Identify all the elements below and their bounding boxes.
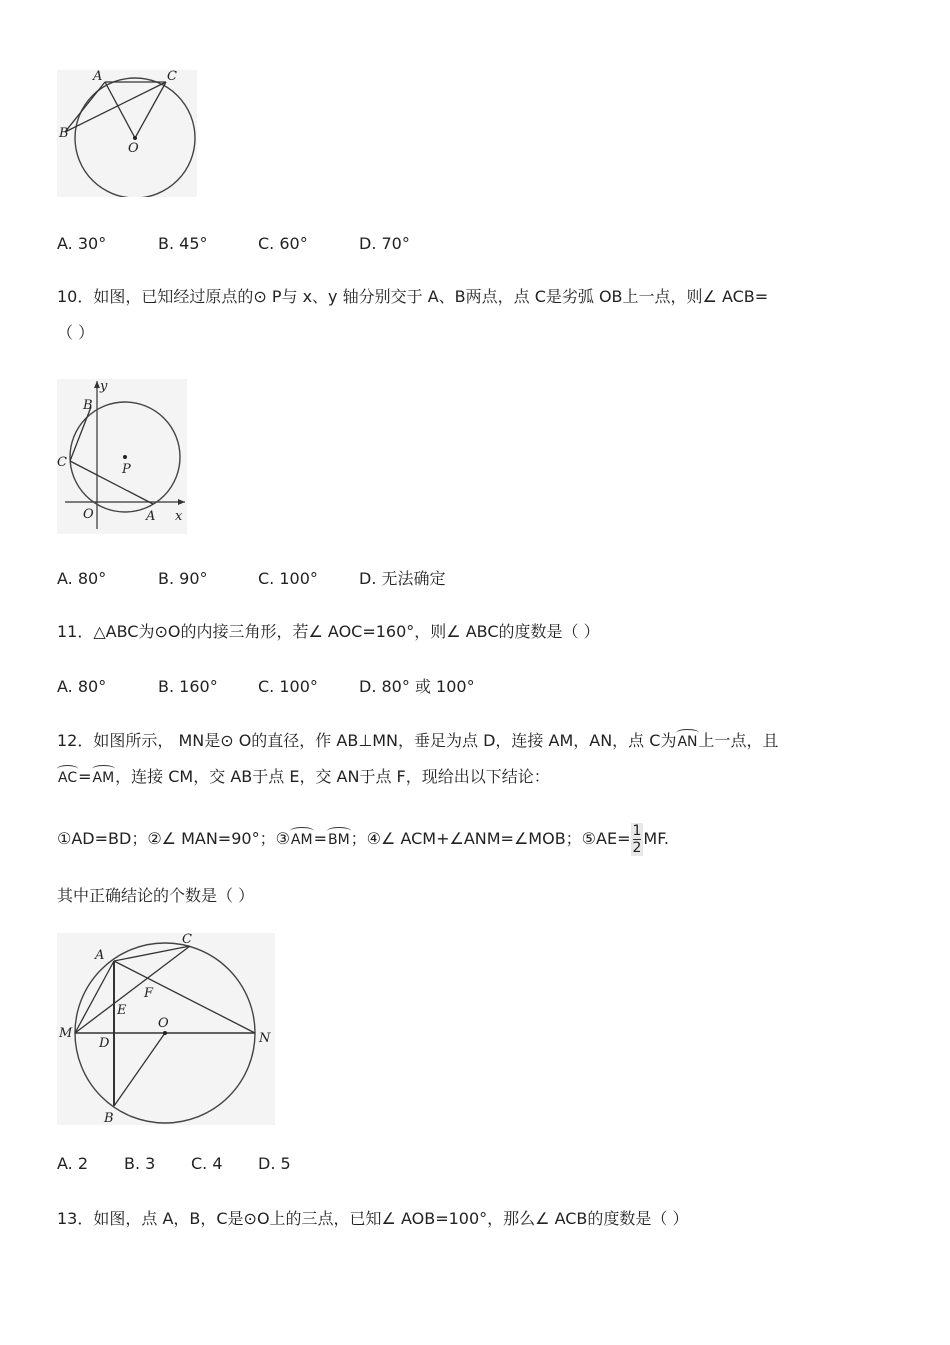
q13-stem: 13．如图，点 A，B，C是⊙O上的三点，已知∠ AOB=100°，那么∠ ACB的度数是（ ） xyxy=(57,1209,689,1228)
q12-label-f: F xyxy=(144,986,154,1001)
q10-label-o: O xyxy=(83,507,94,522)
q12-line2-text: ，连接 CM，交 AB于点 E，交 AN于点 F，现给出以下结论： xyxy=(115,767,550,786)
q10-stem-line1: 10．如图，已知经过原点的⊙ P与 x、y 轴分别交于 A、B两点，点 C是劣弧 OB上一点，则∠ ACB= xyxy=(57,287,769,306)
q10-label-c: C xyxy=(57,455,67,470)
q12-figure xyxy=(57,933,275,1125)
q12-fraction-half xyxy=(631,823,644,856)
q12-line1-text-b: 上一点，且 xyxy=(698,731,779,750)
q10-stem-line2: （ ） xyxy=(57,323,95,342)
q10-coordinate-diagram xyxy=(57,379,187,534)
q12-arc-am: AM xyxy=(92,765,116,785)
q10-figure xyxy=(57,379,187,534)
q10-center-dot xyxy=(123,455,127,459)
q12-option-b[interactable]: B. 3 xyxy=(124,1154,156,1173)
q9-segment-co xyxy=(135,82,166,138)
q12-option-d[interactable]: D. 5 xyxy=(258,1154,291,1173)
q12-segment-an xyxy=(114,961,255,1033)
q12-label-b: B xyxy=(104,1111,114,1125)
q12-line3-text-a: ①AD=BD；②∠ MAN=90°；③ xyxy=(57,829,290,848)
q12-arc-am-2: AM xyxy=(290,827,314,847)
q10-option-c[interactable]: C. 100° xyxy=(258,569,318,588)
q9-option-c[interactable]: C. 60° xyxy=(258,234,308,253)
q12-arc-ac: AC xyxy=(57,765,78,785)
q9-label-o: O xyxy=(128,141,139,156)
q12-line1-text-a: 12．如图所示， MN是⊙ O的直径，作 AB⊥MN，垂足为点 D，连接 AM，AN，点 C为 xyxy=(57,731,677,750)
q12-option-a[interactable]: A. 2 xyxy=(57,1154,89,1173)
q10-label-x: x xyxy=(175,509,183,524)
q9-circle-diagram xyxy=(57,70,197,197)
q9-segment-ab xyxy=(65,82,105,132)
q11-option-d[interactable]: D. 80° 或 100° xyxy=(359,677,475,696)
q10-label-b: B xyxy=(83,398,93,413)
q10-label-p: P xyxy=(122,462,131,477)
q12-label-o: O xyxy=(158,1016,169,1031)
q12-label-d: D xyxy=(99,1036,110,1051)
q9-segment-bc xyxy=(65,82,166,132)
q12-center-dot xyxy=(163,1031,167,1035)
q9-option-d[interactable]: D. 70° xyxy=(359,234,410,253)
q10-label-a: A xyxy=(146,509,156,524)
q12-option-c[interactable]: C. 4 xyxy=(191,1154,223,1173)
q12-arc-bm: BM xyxy=(327,827,351,847)
q10-option-b[interactable]: B. 90° xyxy=(158,569,208,588)
q9-label-a: A xyxy=(93,70,103,84)
q12-label-c: C xyxy=(182,933,192,947)
q12-fraction-denominator: 2 xyxy=(632,840,642,856)
q9-center-dot xyxy=(133,136,137,140)
q9-label-c: C xyxy=(167,70,177,84)
q12-segment-ob xyxy=(114,1033,165,1106)
q9-option-b[interactable]: B. 45° xyxy=(158,234,208,253)
q10-segment-bc xyxy=(70,407,91,461)
q12-line3-text-c: MF. xyxy=(643,829,669,848)
q11-stem: 11．△ABC为⊙O的内接三角形，若∠ AOC=160°，则∠ ABC的度数是（ ） xyxy=(57,622,600,641)
q12-arc-an: AN xyxy=(676,729,698,749)
q12-stem-line1 xyxy=(57,729,779,752)
q12-label-m: M xyxy=(59,1026,73,1041)
q12-segment-ac xyxy=(114,946,190,961)
q12-stem-line2 xyxy=(57,765,550,788)
q12-line3-eq: = xyxy=(313,829,327,848)
q12-stem-line4: 其中正确结论的个数是（ ） xyxy=(57,886,255,905)
q12-label-e: E xyxy=(117,1003,127,1018)
q10-label-y: y xyxy=(100,379,108,394)
q12-fraction-numerator: 1 xyxy=(632,823,642,839)
q9-figure xyxy=(57,70,197,197)
q10-segment-ca xyxy=(70,461,153,504)
q11-option-a[interactable]: A. 80° xyxy=(57,677,107,696)
q10-option-d[interactable]: D. 无法确定 xyxy=(359,569,446,588)
q9-label-b: B xyxy=(59,126,69,141)
q12-line3-text-b: ；④∠ ACM+∠ANM=∠MOB；⑤AE= xyxy=(350,829,631,848)
q12-label-a: A xyxy=(95,948,105,963)
q12-conclusions xyxy=(57,823,669,856)
q11-option-b[interactable]: B. 160° xyxy=(158,677,218,696)
q10-option-a[interactable]: A. 80° xyxy=(57,569,107,588)
q10-x-arrow-icon xyxy=(178,499,185,505)
q12-segment-cm xyxy=(75,946,190,1033)
q11-option-c[interactable]: C. 100° xyxy=(258,677,318,696)
q12-circle-diagram xyxy=(57,933,275,1125)
q12-label-n: N xyxy=(259,1031,271,1046)
q9-option-a[interactable]: A. 30° xyxy=(57,234,107,253)
q12-line2-eq: = xyxy=(78,767,92,786)
q12-segment-am xyxy=(75,961,114,1033)
